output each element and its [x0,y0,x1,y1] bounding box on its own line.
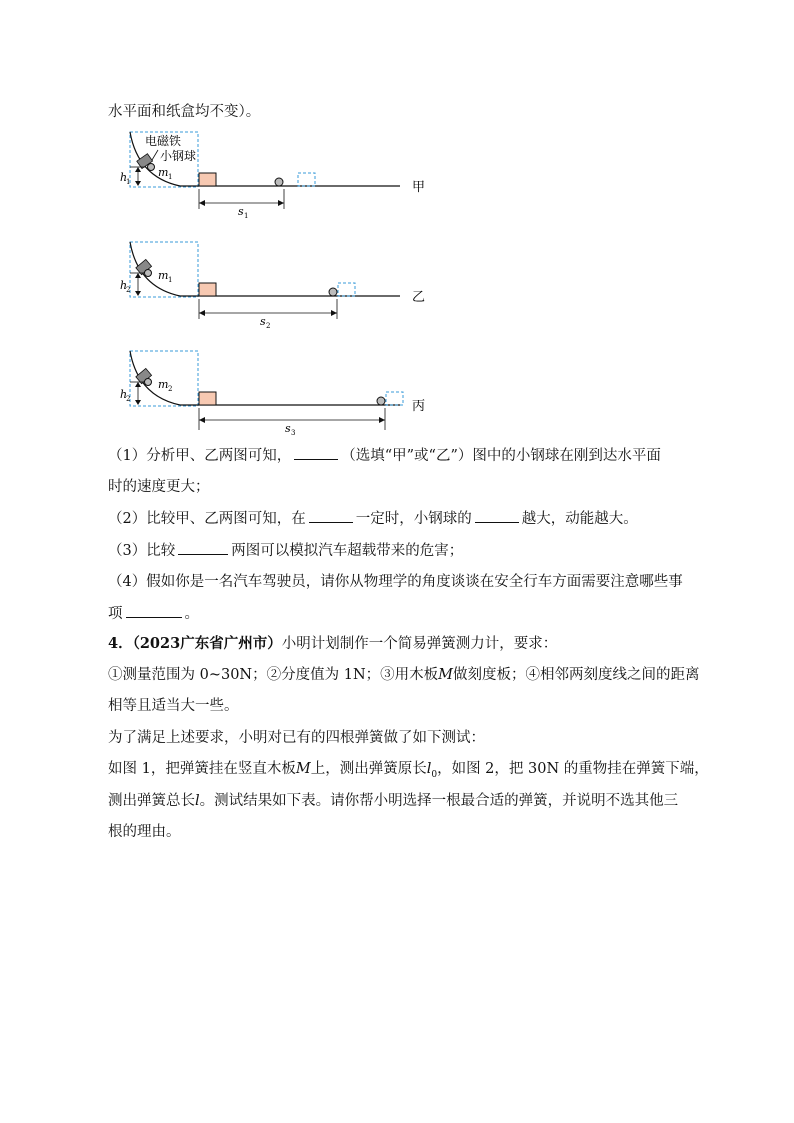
height-label: h [120,171,128,184]
svg-text:2: 2 [168,385,173,393]
figure-name: 乙 [412,290,426,305]
description-2: 测出弹簧总长l。测试结果如下表。请你帮小明选择一根最合适的弹簧，并说明不选其他三 [108,793,679,809]
svg-text:1: 1 [126,178,131,186]
answer-blank-3[interactable] [178,540,228,555]
svg-text:2: 2 [266,322,271,329]
svg-text:3: 3 [291,429,296,437]
problem-source: （2023广东省广州市） [132,635,282,652]
answer-blank-2b[interactable] [475,508,519,523]
answer-blank-1[interactable] [294,445,338,460]
distance-label: s [285,422,291,435]
figure-name: 甲 [412,180,426,195]
distance-label: s [238,205,244,218]
description-1: 如图 1，把弹簧挂在竖直木板M上，测出弹簧原长$l_0$，如图 2，把 30N 的重物挂在弹簧下端， [108,761,709,780]
figure-jia [110,127,430,219]
question-4-cont: 项 。 [108,603,199,624]
question-2: （2）比较甲、乙两图可知，在 一定时，小钢球的 越大，动能越大。 [108,508,638,529]
problem-4-title: 4．（2023广东省广州市）小明计划制作一个简易弹簧测力计，要求： [108,635,558,652]
test-intro: 为了满足上述要求，小明对已有的四根弹簧做了如下测试： [108,730,485,746]
height-label: h [120,388,128,401]
label-magnet: 电磁铁 [145,134,182,148]
figure-bing [110,346,430,438]
figure-name: 丙 [412,399,426,414]
question-3: （3）比较 两图可以模拟汽车超载带来的危害； [108,540,463,561]
distance-label: s [260,315,266,328]
height-label: h [120,279,128,292]
svg-text:2: 2 [126,286,131,294]
requirements-2: 相等且适当大一些。 [108,698,239,714]
question-1-cont: 时的速度更大； [108,479,210,495]
figure-yi [110,237,430,329]
svg-text:1: 1 [168,173,173,181]
intro-tail: 水平面和纸盒均不变）。 [108,104,261,120]
description-3: 根的理由。 [108,824,181,840]
mass-label: m [158,378,169,391]
question-4: （4）假如你是一名汽车驾驶员，请你从物理学的角度谈谈在安全行车方面需要注意哪些事 [108,574,683,590]
svg-text:2: 2 [126,395,131,403]
answer-blank-4[interactable] [126,603,182,618]
mass-label: m [158,269,169,282]
svg-text:1: 1 [168,276,173,284]
label-ball: 小钢球 [160,149,197,163]
mass-label: m [158,166,169,179]
requirements-1: ①测量范围为 0~30N；②分度值为 1N；③用木板M做刻度板；④相邻两刻度线之间的距离 [108,667,700,683]
answer-blank-2a[interactable] [309,508,353,523]
svg-text:1: 1 [244,212,249,219]
question-1: （1）分析甲、乙两图可知， （选填“甲”或“乙”）图中的小钢球在刚到达水平面 [108,445,661,466]
